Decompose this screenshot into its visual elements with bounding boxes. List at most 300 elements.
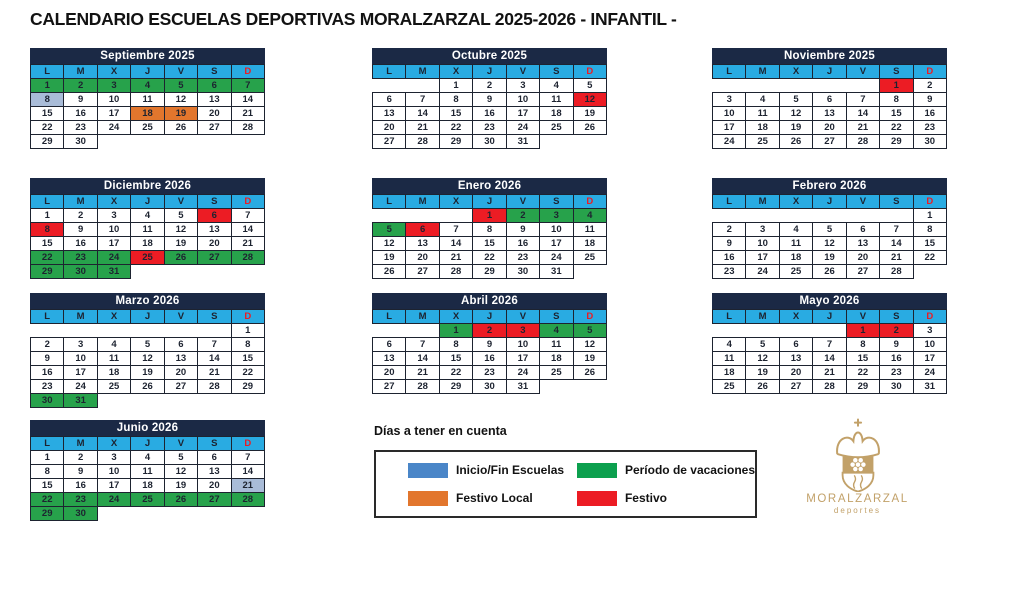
week-row bbox=[373, 366, 607, 380]
day-cell: 14 bbox=[880, 237, 913, 251]
day-cell: 20 bbox=[198, 107, 231, 121]
empty-cell bbox=[231, 135, 264, 149]
month-junio-2026 bbox=[30, 420, 265, 521]
day-cell: 4 bbox=[573, 209, 606, 223]
week-row bbox=[31, 209, 265, 223]
day-header-S: S bbox=[540, 310, 573, 324]
day-cell: 25 bbox=[573, 251, 606, 265]
week-row bbox=[373, 251, 607, 265]
day-header-M: M bbox=[64, 437, 97, 451]
day-cell: 8 bbox=[231, 338, 264, 352]
empty-cell bbox=[131, 135, 164, 149]
day-cell: 16 bbox=[913, 107, 946, 121]
empty-cell bbox=[131, 265, 164, 279]
day-cell: 1 bbox=[880, 79, 913, 93]
day-cell: 28 bbox=[406, 135, 439, 149]
day-cell: 24 bbox=[64, 380, 97, 394]
day-header-row bbox=[373, 310, 607, 324]
day-header-M: M bbox=[406, 195, 439, 209]
day-cell: 6 bbox=[373, 93, 406, 107]
day-header-J: J bbox=[473, 65, 506, 79]
month-title: Septiembre 2025 bbox=[30, 48, 265, 64]
day-cell: 20 bbox=[779, 366, 812, 380]
day-header-row bbox=[713, 310, 947, 324]
day-cell: 16 bbox=[64, 479, 97, 493]
month-title: Enero 2026 bbox=[372, 178, 607, 194]
day-cell: 17 bbox=[97, 237, 130, 251]
week-row bbox=[373, 107, 607, 121]
day-cell: 24 bbox=[713, 135, 746, 149]
day-cell: 13 bbox=[164, 352, 197, 366]
day-cell: 25 bbox=[713, 380, 746, 394]
day-cell: 3 bbox=[97, 451, 130, 465]
day-header-J: J bbox=[131, 65, 164, 79]
day-cell: 31 bbox=[64, 394, 97, 408]
day-cell: 10 bbox=[97, 465, 130, 479]
day-cell: 26 bbox=[164, 121, 197, 135]
day-cell: 13 bbox=[779, 352, 812, 366]
day-cell: 19 bbox=[573, 107, 606, 121]
day-header-D: D bbox=[913, 310, 946, 324]
day-cell: 11 bbox=[97, 352, 130, 366]
empty-cell bbox=[406, 79, 439, 93]
day-cell: 2 bbox=[713, 223, 746, 237]
day-cell: 24 bbox=[506, 121, 539, 135]
empty-cell bbox=[131, 324, 164, 338]
empty-cell bbox=[573, 265, 606, 279]
calendar-table bbox=[372, 64, 607, 149]
week-row bbox=[31, 251, 265, 265]
legend-item-inicio-fin bbox=[408, 463, 577, 478]
empty-cell bbox=[164, 135, 197, 149]
empty-cell bbox=[64, 324, 97, 338]
day-cell: 5 bbox=[131, 338, 164, 352]
month-abril-2026 bbox=[372, 293, 607, 394]
day-cell: 10 bbox=[97, 223, 130, 237]
day-cell: 9 bbox=[713, 237, 746, 251]
day-cell: 25 bbox=[540, 121, 573, 135]
day-cell: 28 bbox=[439, 265, 472, 279]
week-row bbox=[713, 107, 947, 121]
day-cell: 21 bbox=[231, 479, 264, 493]
day-cell: 11 bbox=[131, 223, 164, 237]
day-cell: 30 bbox=[31, 394, 64, 408]
page-title: CALENDARIO ESCUELAS DEPORTIVAS MORALZARZAL 2025-2026 - INFANTIL - bbox=[30, 9, 677, 29]
week-row bbox=[31, 223, 265, 237]
day-header-X: X bbox=[439, 65, 472, 79]
day-cell: 7 bbox=[846, 93, 879, 107]
day-cell: 6 bbox=[198, 209, 231, 223]
day-header-L: L bbox=[31, 65, 64, 79]
day-cell: 12 bbox=[573, 93, 606, 107]
day-cell: 6 bbox=[198, 451, 231, 465]
day-cell: 17 bbox=[506, 352, 539, 366]
day-cell: 31 bbox=[913, 380, 946, 394]
empty-cell bbox=[31, 324, 64, 338]
day-cell: 6 bbox=[373, 338, 406, 352]
day-cell: 27 bbox=[779, 380, 812, 394]
day-cell: 30 bbox=[64, 507, 97, 521]
empty-cell bbox=[198, 324, 231, 338]
empty-cell bbox=[373, 324, 406, 338]
calendar-table bbox=[372, 309, 607, 394]
day-cell: 14 bbox=[231, 465, 264, 479]
empty-cell bbox=[97, 507, 130, 521]
day-cell: 15 bbox=[31, 107, 64, 121]
day-cell: 10 bbox=[97, 93, 130, 107]
week-row bbox=[713, 135, 947, 149]
day-header-X: X bbox=[97, 65, 130, 79]
day-cell: 18 bbox=[746, 121, 779, 135]
day-cell: 7 bbox=[439, 223, 472, 237]
day-cell: 30 bbox=[473, 380, 506, 394]
day-cell: 22 bbox=[473, 251, 506, 265]
empty-cell bbox=[813, 324, 846, 338]
day-cell: 27 bbox=[373, 380, 406, 394]
day-cell: 23 bbox=[713, 265, 746, 279]
day-cell: 22 bbox=[880, 121, 913, 135]
day-cell: 4 bbox=[97, 338, 130, 352]
week-row bbox=[713, 93, 947, 107]
day-cell: 10 bbox=[64, 352, 97, 366]
day-cell: 23 bbox=[64, 121, 97, 135]
legend-label: Festivo Local bbox=[456, 491, 533, 505]
day-header-J: J bbox=[813, 65, 846, 79]
day-cell: 1 bbox=[473, 209, 506, 223]
day-cell: 26 bbox=[131, 380, 164, 394]
day-cell: 1 bbox=[31, 79, 64, 93]
day-cell: 28 bbox=[880, 265, 913, 279]
day-cell: 10 bbox=[506, 93, 539, 107]
day-header-row bbox=[713, 65, 947, 79]
day-cell: 11 bbox=[540, 93, 573, 107]
week-row bbox=[31, 93, 265, 107]
day-cell: 5 bbox=[779, 93, 812, 107]
week-row bbox=[713, 121, 947, 135]
day-cell: 25 bbox=[131, 251, 164, 265]
day-cell: 24 bbox=[97, 251, 130, 265]
day-cell: 20 bbox=[813, 121, 846, 135]
day-cell: 18 bbox=[540, 107, 573, 121]
day-cell: 8 bbox=[880, 93, 913, 107]
day-header-V: V bbox=[164, 310, 197, 324]
week-row bbox=[31, 380, 265, 394]
day-cell: 2 bbox=[64, 79, 97, 93]
empty-cell bbox=[540, 135, 573, 149]
day-cell: 24 bbox=[506, 366, 539, 380]
day-cell: 1 bbox=[439, 324, 472, 338]
day-cell: 2 bbox=[880, 324, 913, 338]
day-cell: 18 bbox=[573, 237, 606, 251]
day-cell: 22 bbox=[31, 493, 64, 507]
day-cell: 16 bbox=[64, 107, 97, 121]
day-cell: 22 bbox=[846, 366, 879, 380]
day-cell: 14 bbox=[846, 107, 879, 121]
day-cell: 11 bbox=[713, 352, 746, 366]
day-cell: 26 bbox=[779, 135, 812, 149]
week-row bbox=[31, 366, 265, 380]
empty-cell bbox=[164, 394, 197, 408]
week-row bbox=[31, 451, 265, 465]
day-cell: 28 bbox=[846, 135, 879, 149]
day-header-V: V bbox=[846, 65, 879, 79]
empty-cell bbox=[97, 135, 130, 149]
day-cell: 21 bbox=[231, 237, 264, 251]
day-cell: 25 bbox=[131, 121, 164, 135]
empty-cell bbox=[439, 209, 472, 223]
day-cell: 15 bbox=[231, 352, 264, 366]
day-cell: 27 bbox=[846, 265, 879, 279]
day-cell: 30 bbox=[913, 135, 946, 149]
empty-cell bbox=[406, 209, 439, 223]
day-cell: 11 bbox=[746, 107, 779, 121]
day-cell: 26 bbox=[813, 265, 846, 279]
week-row bbox=[373, 93, 607, 107]
day-cell: 17 bbox=[97, 479, 130, 493]
moralzarzal-crest-icon bbox=[819, 418, 897, 492]
day-cell: 1 bbox=[913, 209, 946, 223]
week-row bbox=[31, 135, 265, 149]
day-cell: 26 bbox=[373, 265, 406, 279]
day-cell: 2 bbox=[473, 79, 506, 93]
legend-item-vacaciones bbox=[577, 463, 755, 478]
day-header-M: M bbox=[64, 195, 97, 209]
day-cell: 21 bbox=[439, 251, 472, 265]
day-cell: 6 bbox=[406, 223, 439, 237]
day-cell: 11 bbox=[573, 223, 606, 237]
day-cell: 11 bbox=[540, 338, 573, 352]
month-mayo-2026 bbox=[712, 293, 947, 394]
day-header-X: X bbox=[779, 195, 812, 209]
day-header-S: S bbox=[880, 65, 913, 79]
day-header-J: J bbox=[131, 310, 164, 324]
day-cell: 3 bbox=[506, 79, 539, 93]
day-cell: 19 bbox=[164, 237, 197, 251]
week-row bbox=[31, 79, 265, 93]
empty-cell bbox=[131, 507, 164, 521]
day-cell: 22 bbox=[913, 251, 946, 265]
day-header-M: M bbox=[406, 65, 439, 79]
month-noviembre-2025 bbox=[712, 48, 947, 149]
day-cell: 11 bbox=[131, 93, 164, 107]
day-header-J: J bbox=[473, 195, 506, 209]
day-cell: 26 bbox=[573, 366, 606, 380]
day-header-M: M bbox=[406, 310, 439, 324]
day-cell: 14 bbox=[813, 352, 846, 366]
month-title: Febrero 2026 bbox=[712, 178, 947, 194]
empty-cell bbox=[913, 265, 946, 279]
day-header-V: V bbox=[506, 195, 539, 209]
day-cell: 11 bbox=[779, 237, 812, 251]
empty-cell bbox=[880, 209, 913, 223]
day-cell: 9 bbox=[64, 223, 97, 237]
day-cell: 29 bbox=[31, 265, 64, 279]
day-cell: 19 bbox=[164, 479, 197, 493]
empty-cell bbox=[198, 507, 231, 521]
day-cell: 21 bbox=[406, 366, 439, 380]
month-title: Mayo 2026 bbox=[712, 293, 947, 309]
day-cell: 7 bbox=[406, 93, 439, 107]
day-header-D: D bbox=[573, 195, 606, 209]
day-cell: 10 bbox=[746, 237, 779, 251]
day-cell: 5 bbox=[164, 79, 197, 93]
day-cell: 24 bbox=[540, 251, 573, 265]
day-cell: 29 bbox=[439, 380, 472, 394]
day-header-S: S bbox=[880, 195, 913, 209]
empty-cell bbox=[713, 209, 746, 223]
day-cell: 2 bbox=[64, 451, 97, 465]
day-cell: 10 bbox=[506, 338, 539, 352]
day-cell: 4 bbox=[131, 79, 164, 93]
day-header-row bbox=[373, 195, 607, 209]
day-cell: 14 bbox=[406, 352, 439, 366]
day-cell: 30 bbox=[506, 265, 539, 279]
day-cell: 4 bbox=[779, 223, 812, 237]
day-cell: 21 bbox=[846, 121, 879, 135]
week-row bbox=[373, 380, 607, 394]
day-cell: 2 bbox=[473, 324, 506, 338]
day-cell: 2 bbox=[913, 79, 946, 93]
week-row bbox=[713, 366, 947, 380]
day-cell: 29 bbox=[231, 380, 264, 394]
month-title: Junio 2026 bbox=[30, 420, 265, 436]
week-row bbox=[713, 79, 947, 93]
day-cell: 15 bbox=[880, 107, 913, 121]
day-cell: 22 bbox=[31, 251, 64, 265]
day-header-D: D bbox=[231, 65, 264, 79]
week-row bbox=[31, 479, 265, 493]
day-cell: 12 bbox=[573, 338, 606, 352]
week-row bbox=[373, 338, 607, 352]
day-cell: 1 bbox=[31, 451, 64, 465]
day-cell: 22 bbox=[439, 121, 472, 135]
day-cell: 31 bbox=[540, 265, 573, 279]
day-cell: 23 bbox=[64, 493, 97, 507]
empty-cell bbox=[198, 394, 231, 408]
day-header-V: V bbox=[164, 437, 197, 451]
day-cell: 20 bbox=[198, 237, 231, 251]
day-cell: 23 bbox=[913, 121, 946, 135]
day-cell: 30 bbox=[880, 380, 913, 394]
empty-cell bbox=[746, 209, 779, 223]
day-header-D: D bbox=[573, 310, 606, 324]
month-octubre-2025 bbox=[372, 48, 607, 149]
week-row bbox=[373, 265, 607, 279]
calendar-table bbox=[712, 309, 947, 394]
legend-item-festivo bbox=[577, 491, 755, 506]
legend-box bbox=[374, 450, 757, 518]
empty-cell bbox=[713, 324, 746, 338]
day-cell: 22 bbox=[231, 366, 264, 380]
inicio-fin-color-chip bbox=[408, 463, 448, 478]
day-cell: 17 bbox=[64, 366, 97, 380]
day-cell: 16 bbox=[31, 366, 64, 380]
day-cell: 16 bbox=[713, 251, 746, 265]
day-cell: 9 bbox=[913, 93, 946, 107]
day-cell: 19 bbox=[164, 107, 197, 121]
day-header-V: V bbox=[164, 195, 197, 209]
day-cell: 6 bbox=[164, 338, 197, 352]
day-header-S: S bbox=[198, 310, 231, 324]
day-cell: 17 bbox=[913, 352, 946, 366]
week-row bbox=[373, 237, 607, 251]
day-cell: 16 bbox=[473, 352, 506, 366]
day-cell: 27 bbox=[373, 135, 406, 149]
week-row bbox=[373, 79, 607, 93]
day-cell: 13 bbox=[373, 107, 406, 121]
day-cell: 29 bbox=[31, 135, 64, 149]
day-cell: 7 bbox=[231, 79, 264, 93]
empty-cell bbox=[164, 507, 197, 521]
day-cell: 14 bbox=[231, 93, 264, 107]
festivo-local-color-chip bbox=[408, 491, 448, 506]
empty-cell bbox=[231, 394, 264, 408]
day-cell: 11 bbox=[131, 465, 164, 479]
week-row bbox=[31, 338, 265, 352]
day-cell: 28 bbox=[813, 380, 846, 394]
day-cell: 18 bbox=[131, 237, 164, 251]
month-title: Marzo 2026 bbox=[30, 293, 265, 309]
day-cell: 5 bbox=[164, 451, 197, 465]
legend-item-festivo-local bbox=[408, 491, 577, 506]
day-header-L: L bbox=[713, 310, 746, 324]
day-header-X: X bbox=[779, 65, 812, 79]
week-row bbox=[31, 237, 265, 251]
calendar-table bbox=[372, 194, 607, 279]
month-title: Octubre 2025 bbox=[372, 48, 607, 64]
vacaciones-color-chip bbox=[577, 463, 617, 478]
day-cell: 8 bbox=[31, 223, 64, 237]
empty-cell bbox=[746, 324, 779, 338]
empty-cell bbox=[97, 324, 130, 338]
day-cell: 18 bbox=[540, 352, 573, 366]
month-diciembre-2026 bbox=[30, 178, 265, 279]
day-cell: 22 bbox=[31, 121, 64, 135]
day-cell: 9 bbox=[64, 465, 97, 479]
day-cell: 22 bbox=[439, 366, 472, 380]
day-cell: 13 bbox=[373, 352, 406, 366]
day-header-S: S bbox=[198, 195, 231, 209]
day-cell: 7 bbox=[813, 338, 846, 352]
day-cell: 24 bbox=[746, 265, 779, 279]
day-cell: 16 bbox=[64, 237, 97, 251]
day-cell: 9 bbox=[31, 352, 64, 366]
day-cell: 20 bbox=[198, 479, 231, 493]
day-cell: 27 bbox=[164, 380, 197, 394]
day-cell: 21 bbox=[231, 107, 264, 121]
empty-cell bbox=[846, 209, 879, 223]
day-cell: 10 bbox=[913, 338, 946, 352]
legend-label: Inicio/Fin Escuelas bbox=[456, 463, 565, 477]
day-cell: 12 bbox=[373, 237, 406, 251]
day-header-L: L bbox=[31, 310, 64, 324]
day-cell: 4 bbox=[131, 451, 164, 465]
day-header-L: L bbox=[373, 195, 406, 209]
day-header-row bbox=[31, 437, 265, 451]
day-cell: 9 bbox=[880, 338, 913, 352]
empty-cell bbox=[406, 324, 439, 338]
day-header-M: M bbox=[746, 195, 779, 209]
empty-cell bbox=[373, 79, 406, 93]
day-cell: 15 bbox=[31, 237, 64, 251]
empty-cell bbox=[573, 135, 606, 149]
day-cell: 24 bbox=[913, 366, 946, 380]
day-cell: 1 bbox=[439, 79, 472, 93]
day-header-D: D bbox=[913, 195, 946, 209]
calendar-table bbox=[30, 194, 265, 279]
day-cell: 27 bbox=[406, 265, 439, 279]
day-cell: 26 bbox=[164, 493, 197, 507]
